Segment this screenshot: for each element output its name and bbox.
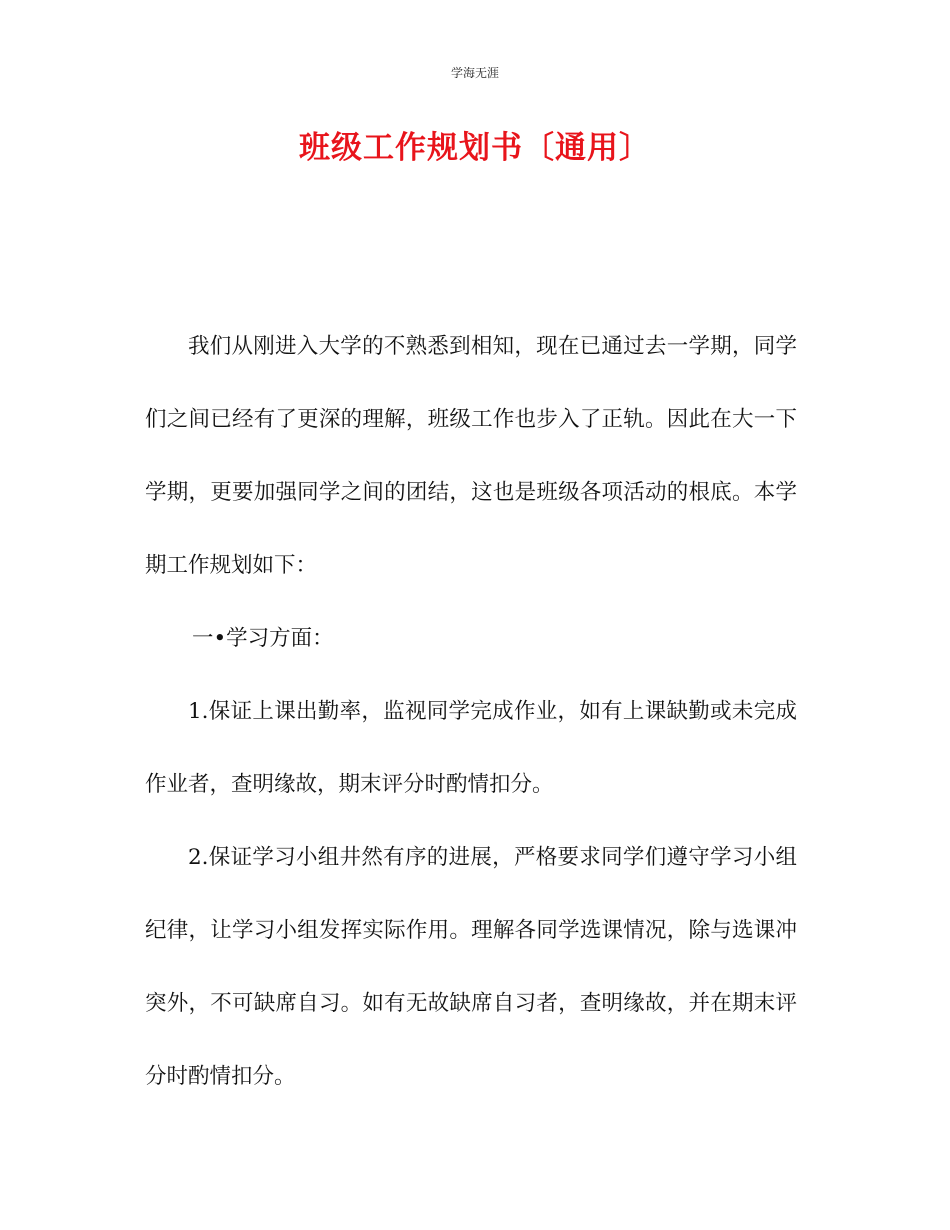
study-item-1: 1.保证上课出勤率，监视同学完成作业，如有上课缺勤或未完成作业者，查明缘故，期末评分时酌情扣分。 bbox=[145, 699, 797, 797]
document-title: 班级工作规划书〔通用〕 bbox=[299, 130, 651, 166]
study-item-2: 2.保证学习小组井然有序的进展，严格要求同学们遵守学习小组纪律，让学习小组发挥实际作用。理解各同学选课情况，除与选课冲突外，不可缺席自习。如有无故缺席自习者，查明缘故，并在期末评分时酌情扣分。 bbox=[145, 845, 797, 1089]
page-header: 学海无涯 bbox=[450, 66, 499, 80]
section-heading-study: 一•学习方面： bbox=[192, 626, 334, 651]
document-body bbox=[145, 310, 797, 1113]
intro-paragraph: 我们从刚进入大学的不熟悉到相知，现在已通过去一学期，同学们之间已经有了更深的理解，班级工作也步入了正轨。因此在大一下学期，更要加强同学之间的团结，这也是班级各项活动的根底。本学期工作规划如下： bbox=[145, 334, 797, 578]
